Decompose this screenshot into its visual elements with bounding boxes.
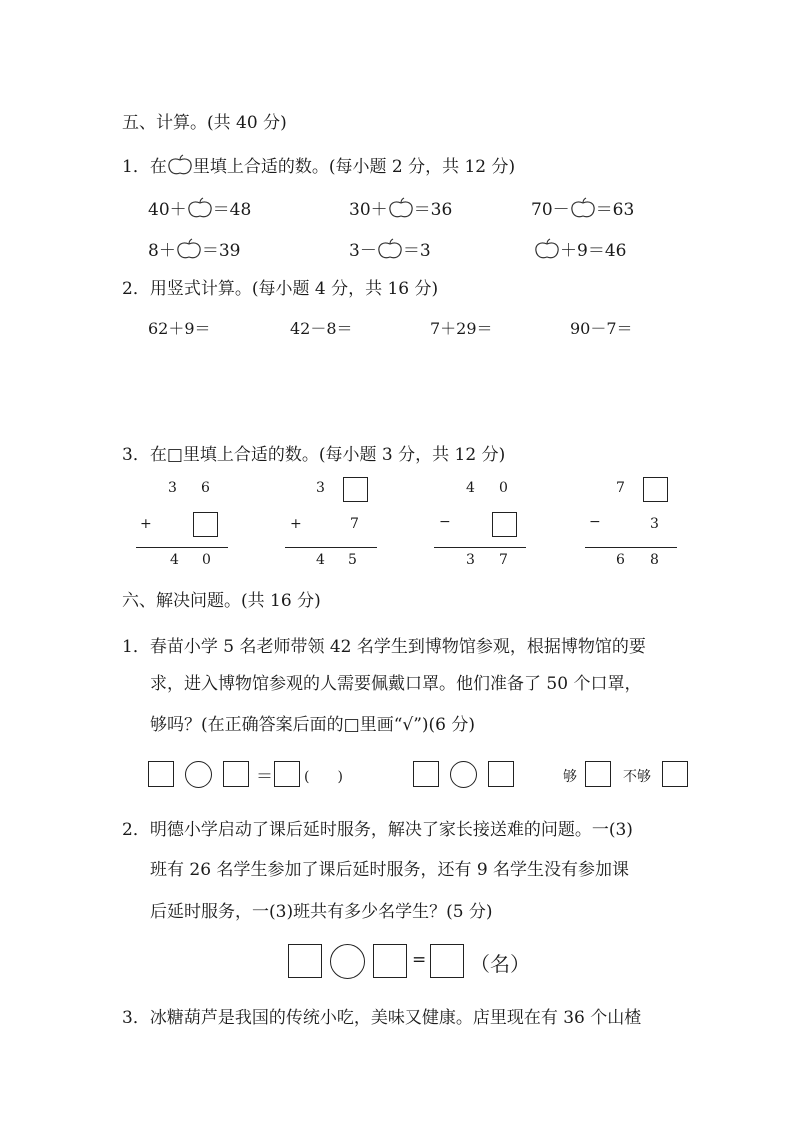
s6q2-line1: 2．明德小学启动了课后延时服务，解决了家长接送难的问题。一(3)	[122, 820, 633, 840]
s6q2-box-3[interactable]	[430, 944, 464, 978]
q1-item-5-before: 3－	[349, 241, 377, 261]
q1-item-2	[349, 195, 452, 220]
q1-item-3-after: ＝63	[595, 200, 635, 220]
p2-operator: +	[290, 516, 302, 532]
q1-item-4-after: ＝39	[201, 241, 241, 261]
s6q1-paren: ( )	[304, 769, 343, 785]
q1-item-3	[531, 195, 634, 220]
p1-answer-box[interactable]	[193, 512, 218, 537]
s6q2-line2: 班有 26 名学生参加了课后延时服务，还有 9 名学生没有参加课	[150, 860, 630, 880]
q1-item-2-before: 30＋	[349, 200, 388, 220]
s6q2-operator-circle[interactable]	[330, 944, 365, 979]
q1-item-4	[148, 236, 240, 261]
p2-res-tens: 4	[316, 552, 325, 568]
q1-item-3-before: 70－	[531, 200, 570, 220]
q1-item-1	[148, 195, 251, 220]
s6q1-compare-circle[interactable]	[450, 761, 477, 788]
p4-operator: −	[589, 514, 601, 530]
p3-rule	[434, 547, 526, 548]
s6q2-unit: （名）	[470, 952, 530, 976]
p2-answer-box[interactable]	[343, 477, 368, 502]
s6q1-operator-circle[interactable]	[185, 761, 212, 788]
apple-icon	[570, 197, 596, 219]
s6q1-line1: 1．春苗小学 5 名老师带领 42 名学生到博物馆参观，根据博物馆的要	[122, 637, 646, 657]
q2-item-4: 90－7＝	[570, 319, 633, 338]
p4-mid-ones: 3	[650, 516, 659, 532]
q1-title	[122, 152, 515, 177]
q2-item-2: 42－8＝	[290, 319, 353, 338]
p4-top-tens: 7	[616, 480, 625, 496]
q1-item-1-before: 40＋	[148, 200, 187, 220]
p1-top-tens: 3	[168, 480, 177, 496]
section5-title: 五、计算。(共 40 分)	[122, 113, 287, 133]
s6q2-line3: 后延时服务，一(3)班共有多少名学生？(5 分)	[150, 902, 493, 922]
p3-top-ones: 0	[499, 480, 508, 496]
p2-res-ones: 5	[348, 552, 357, 568]
q1-item-1-after: ＝48	[212, 200, 252, 220]
section6-title: 六、解决问题。(共 16 分)	[122, 591, 321, 611]
p4-rule	[585, 547, 677, 548]
apple-icon	[534, 238, 560, 260]
q1-item-5-after: ＝3	[402, 241, 431, 261]
s6q1-enough-box[interactable]	[585, 761, 611, 787]
p4-res-tens: 6	[616, 552, 625, 568]
q1-item-2-after: ＝36	[413, 200, 453, 220]
p2-top-tens: 3	[316, 480, 325, 496]
apple-icon	[377, 238, 403, 260]
q2-item-3: 7＋29＝	[430, 319, 493, 338]
s6q1-line2: 求，进入博物馆参观的人需要佩戴口罩。他们准备了 50 个口罩，	[150, 674, 642, 694]
p3-res-ones: 7	[499, 552, 508, 568]
q1-item-6-after: ＋9＝46	[560, 241, 627, 261]
s6q1-box-2[interactable]	[223, 761, 249, 787]
s6q1-enough-label: 够	[563, 769, 577, 785]
p3-top-tens: 4	[466, 480, 475, 496]
p3-operator: −	[439, 514, 451, 530]
p2-mid-ones: 7	[350, 516, 359, 532]
p1-rule	[136, 547, 228, 548]
s6q1-not-enough-box[interactable]	[662, 761, 688, 787]
apple-icon	[176, 238, 202, 260]
p3-res-tens: 3	[466, 552, 475, 568]
q1-prefix: 1．在	[122, 157, 167, 177]
q1-item-5	[349, 236, 431, 261]
s6q2-box-1[interactable]	[288, 944, 322, 978]
s6q1-line3: 够吗？(在正确答案后面的□里画“√”)(6 分)	[150, 715, 476, 735]
apple-icon	[167, 154, 193, 176]
s6q1-not-enough-label: 不够	[623, 769, 651, 785]
apple-icon	[388, 197, 414, 219]
apple-icon	[187, 197, 213, 219]
p4-res-ones: 8	[650, 552, 659, 568]
s6q2-box-2[interactable]	[373, 944, 407, 978]
p1-operator: +	[140, 516, 152, 532]
q3-title: 3．在□里填上合适的数。(每小题 3 分，共 12 分)	[122, 445, 506, 465]
s6q1-compare-box-2[interactable]	[488, 761, 514, 787]
s6q1-box-1[interactable]	[148, 761, 174, 787]
p1-top-ones: 6	[201, 480, 210, 496]
q2-title: 2．用竖式计算。(每小题 4 分，共 16 分)	[122, 279, 439, 299]
s6q1-equals: ＝	[256, 767, 273, 787]
q1-item-4-before: 8＋	[148, 241, 176, 261]
p2-rule	[285, 547, 377, 548]
s6q1-compare-box-1[interactable]	[413, 761, 439, 787]
q1-suffix: 里填上合适的数。(每小题 2 分，共 12 分)	[192, 157, 516, 177]
p4-answer-box[interactable]	[643, 477, 668, 502]
s6q1-box-3[interactable]	[274, 761, 300, 787]
q1-item-6	[534, 236, 626, 261]
p1-res-tens: 4	[170, 552, 179, 568]
s6q2-equals: =	[412, 950, 427, 970]
q2-item-1: 62＋9＝	[148, 319, 211, 338]
p1-res-ones: 0	[202, 552, 211, 568]
p3-answer-box[interactable]	[492, 512, 517, 537]
s6q3-line1: 3．冰糖葫芦是我国的传统小吃，美味又健康。店里现在有 36 个山楂	[122, 1008, 642, 1028]
